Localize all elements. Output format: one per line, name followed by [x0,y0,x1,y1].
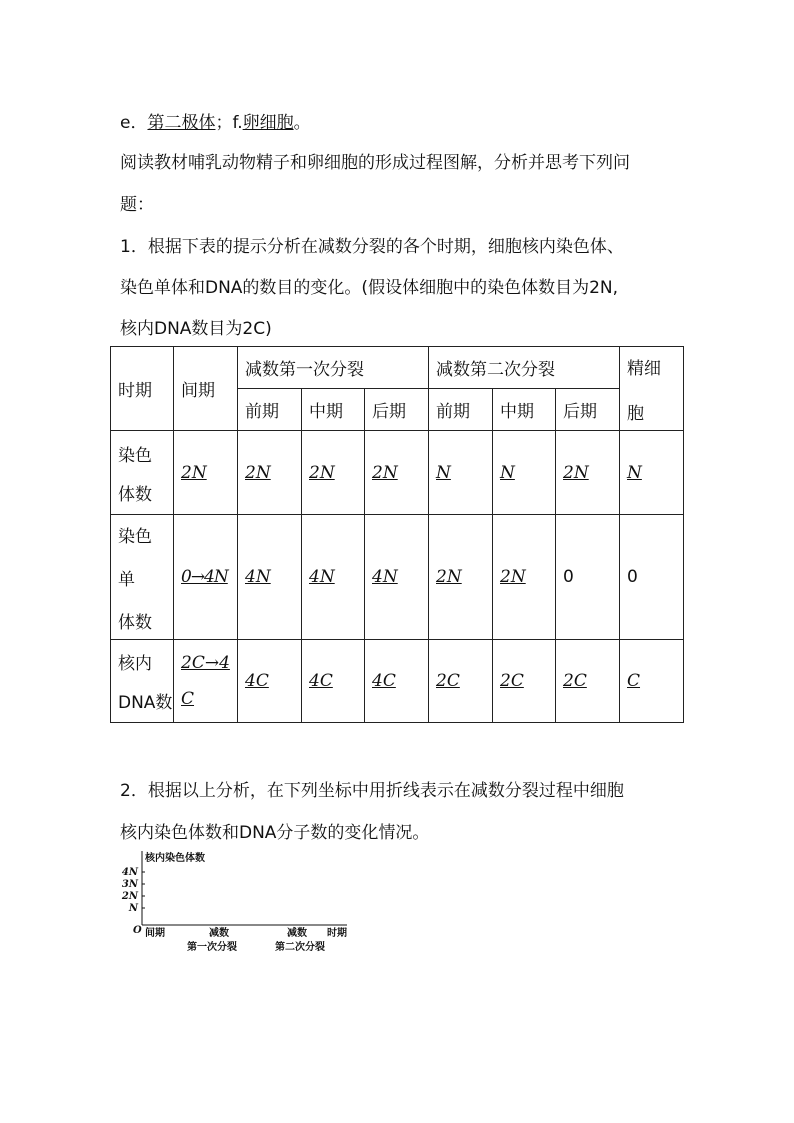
x-tick-interphase: 间期 [145,928,165,939]
f-answer: 卵细胞 [242,113,294,133]
header-interphase: 间期 [174,347,238,431]
y-tick-label: 2N [121,891,138,902]
y-tick-label: 4N [121,867,138,878]
cell-value: 4C [372,671,396,691]
row-dna [111,640,684,723]
x-sub-meiosis-1: 第一次分裂 [187,942,237,953]
x-tick-meiosis-1: 减数 [209,928,229,939]
cell-value: C [627,671,641,691]
reading-line-2: 题： [120,195,154,215]
header-meiosis-1: 减数第一次分裂 [238,347,429,389]
cell-value: N [500,462,515,483]
cell-value: 0 [563,567,574,587]
e-answer: 第二极体 [147,113,216,133]
cell-value: 2C→4 C [181,653,230,709]
e-prefix: e． [120,113,148,133]
y-axis-label: 核内染色体数 [145,853,205,864]
cell-value: 4N [245,567,271,587]
cell-value: 0 [627,567,638,587]
q1-line-3: 核内DNA数目为2C) [120,319,272,339]
row-label: 染色 单 体数 [111,515,174,640]
header-period: 时期 [111,347,174,431]
q2-line-1: 2．根据以上分析，在下列坐标中用折线表示在减数分裂过程中细胞 [120,781,624,801]
cell-value: 4N [309,567,335,587]
sub-metaphase-1: 中期 [302,389,365,431]
cell-value: 2C [500,671,524,691]
cell-value: 2C [563,671,587,691]
sub-anaphase-2: 后期 [556,389,620,431]
x-sub-meiosis-2: 第二次分裂 [275,942,325,953]
f-end: 。 [293,113,311,133]
header-meiosis-2: 减数第二次分裂 [429,347,620,389]
q1-line-2: 染色单体和DNA的数目的变化。(假设体细胞中的染色体数目为2N, [120,278,619,298]
sub-anaphase-1: 后期 [365,389,429,431]
sub-prophase-1: 前期 [238,389,302,431]
cell-value: 2N [563,462,589,483]
cell-value: 2C [436,671,460,691]
cell-value: 4C [245,671,269,691]
reading-line-1: 阅读教材哺乳动物精子和卵细胞的形成过程图解，分析并思考下列问 [120,153,630,173]
meiosis-table [110,346,684,723]
cell-value: N [627,462,642,483]
e-sep: ；f. [215,113,243,133]
cell-value: 2N [500,567,526,587]
y-tick-label: 3N [121,879,138,890]
cell-value: 0→4N [181,567,228,587]
blank-coordinate-chart [115,845,365,957]
cell-value: 4C [309,671,333,691]
cell-value: N [436,462,451,483]
sub-prophase-2: 前期 [429,389,493,431]
row-chromosome [111,431,684,515]
header-sperm-cell: 精细 胞 [620,347,684,431]
x-tick-meiosis-2: 减数 [287,928,307,939]
cell-value: 2N [181,462,207,483]
q2-line-2: 核内染色体数和DNA分子数的变化情况。 [120,823,430,843]
origin-label: O [133,925,142,936]
cell-value: 2N [245,462,271,483]
sub-metaphase-2: 中期 [493,389,556,431]
row-label: 核内 DNA数 [111,640,174,723]
cell-value: 4N [372,567,398,587]
row-chromatid [111,515,684,640]
cell-value: 2N [372,462,398,483]
y-tick-label: N [128,903,138,914]
intro-line [120,108,311,133]
cell-value: 2N [309,462,335,483]
row-label: 染色 体数 [111,431,174,515]
cell-value: 2N [436,567,462,587]
x-axis-label: 时期 [327,928,347,939]
q1-line-1: 1．根据下表的提示分析在减数分裂的各个时期，细胞核内染色体、 [120,237,624,257]
